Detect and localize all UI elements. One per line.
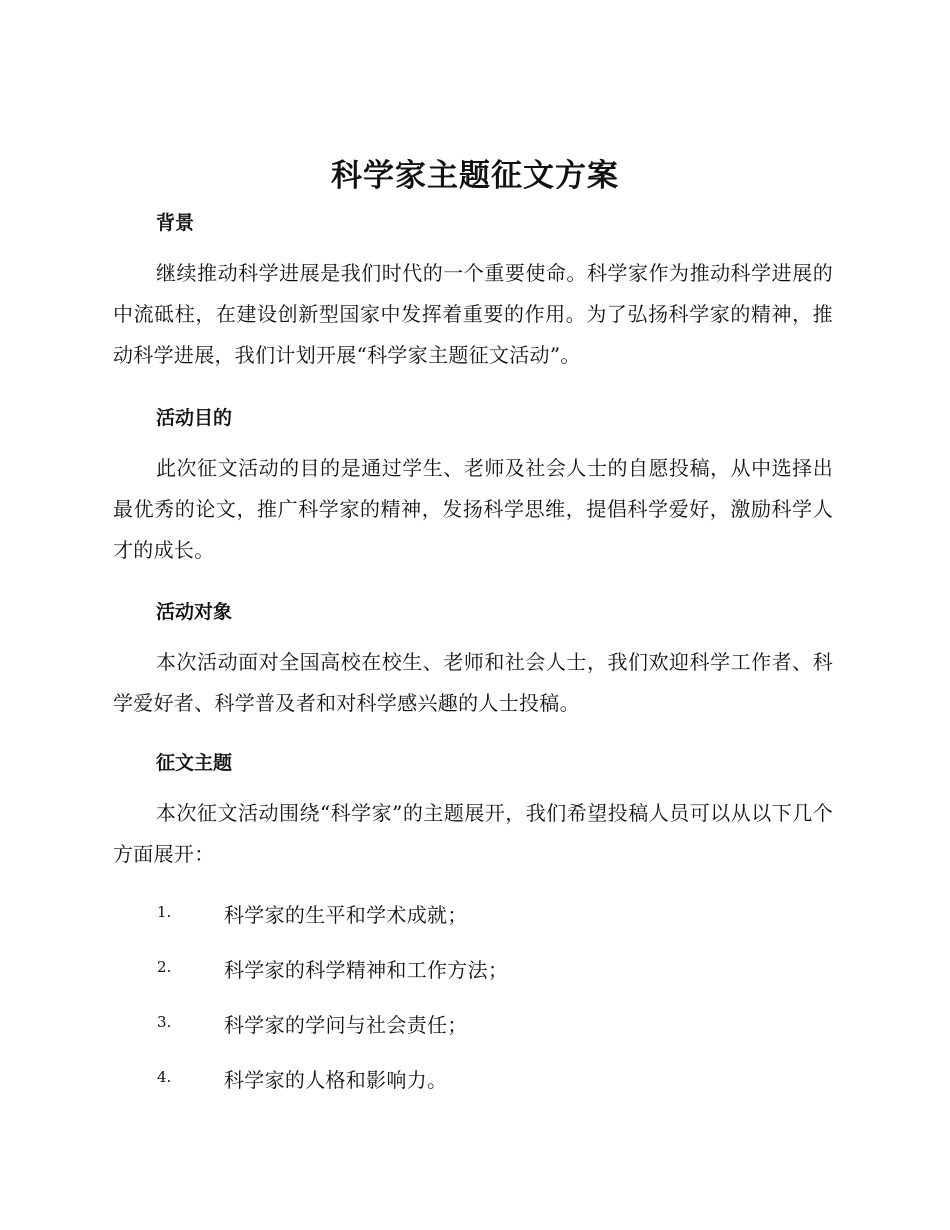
- list-item: [0, 954, 950, 984]
- section-heading-purpose: 活动目的: [156, 407, 233, 429]
- list-item-text: 科学家的学问与社会责任；: [224, 1013, 468, 1037]
- section-heading-theme: 征文主题: [156, 752, 233, 774]
- document-title: 科学家主题征文方案: [331, 158, 619, 194]
- section-paragraph-audience: 本次活动面对全国高校在校生、老师和社会人士，我们欢迎科学工作者、科学爱好者、科学普及者和对科学感兴趣的人士投稿。: [113, 650, 833, 715]
- section-heading-audience: 活动对象: [156, 601, 233, 623]
- list-item: [0, 1009, 950, 1039]
- list-item: [0, 899, 950, 929]
- section-paragraph-theme: 本次征文活动围绕“科学家”的主题展开，我们希望投稿人员可以从以下几个方面展开：: [113, 801, 833, 866]
- list-item-number: 4.: [157, 1068, 172, 1086]
- list-item-number: 2.: [157, 958, 172, 976]
- list-item: [0, 1064, 950, 1094]
- list-item-text: 科学家的人格和影响力。: [224, 1068, 448, 1092]
- list-item-text: 科学家的科学精神和工作方法；: [224, 958, 509, 982]
- section-paragraph-purpose: 此次征文活动的目的是通过学生、老师及社会人士的自愿投稿，从中选择出最优秀的论文，推广科学家的精神，发扬科学思维，提倡科学爱好，激励科学人才的成长。: [113, 456, 833, 562]
- list-item-number: 1.: [157, 903, 172, 921]
- section-paragraph-background: 继续推动科学进展是我们时代的一个重要使命。科学家作为推动科学进展的中流砥柱，在建设创新型国家中发挥着重要的作用。为了弘扬科学家的精神，推动科学进展，我们计划开展“科学家主题征文活动”。: [113, 261, 833, 367]
- list-item-text: 科学家的生平和学术成就；: [224, 903, 468, 927]
- section-heading-background: 背景: [156, 212, 195, 234]
- list-item-number: 3.: [157, 1013, 172, 1031]
